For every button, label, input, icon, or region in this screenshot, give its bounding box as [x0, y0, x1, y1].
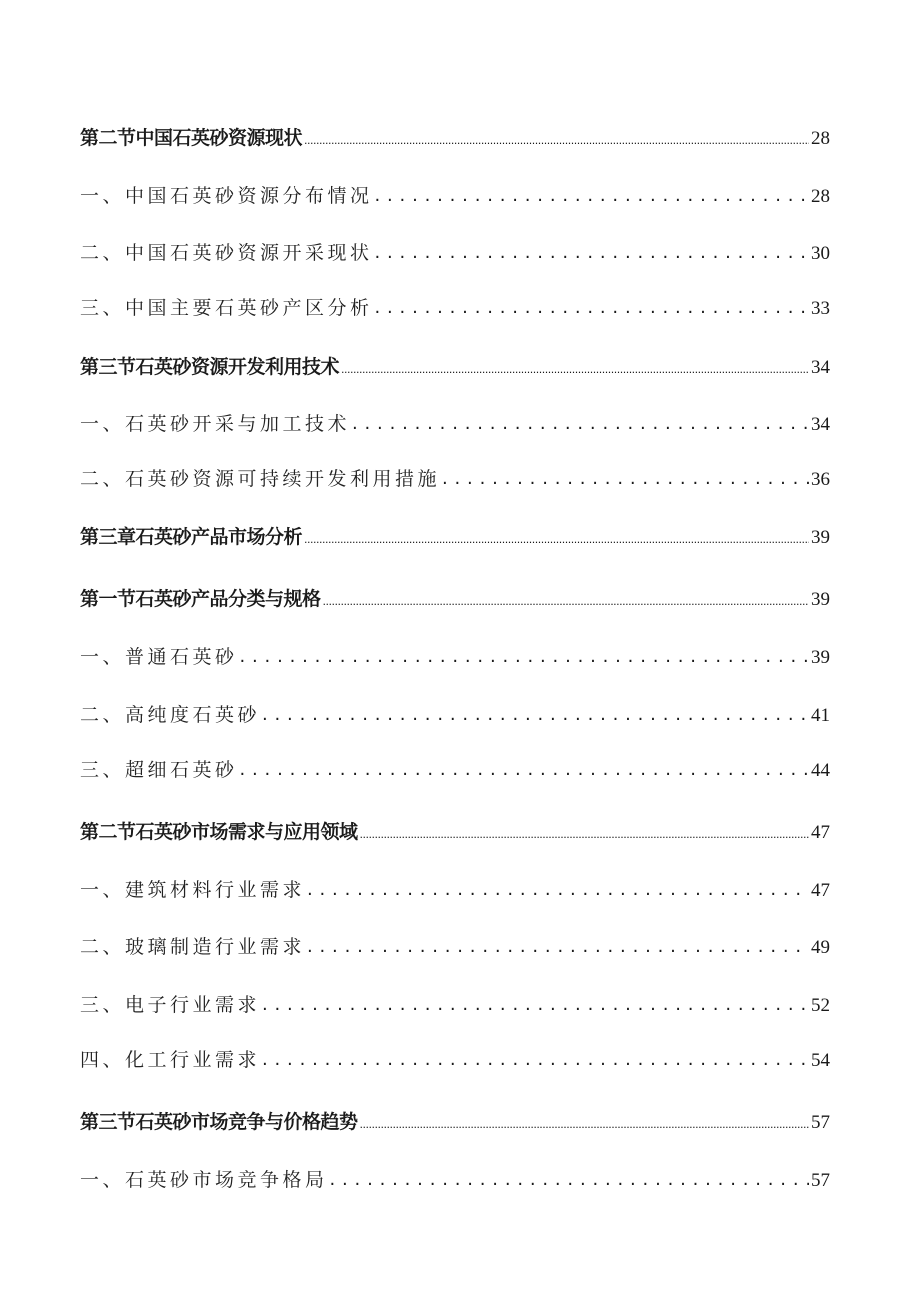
toc-entry-title: 第一节石英砂产品分类与规格 [80, 588, 321, 610]
toc-entry-page-number: 57 [811, 1170, 830, 1191]
dot-leader [240, 761, 809, 780]
dot-leader [304, 135, 809, 148]
toc-entry[interactable] [80, 744, 830, 780]
toc-entry[interactable] [80, 341, 830, 377]
toc-entry-title: 一、石英砂市场竞争格局 [80, 1169, 328, 1191]
dot-leader [307, 938, 809, 957]
toc-entry-title: 二、玻璃制造行业需求 [80, 936, 306, 958]
toc-entry-title: 二、石英砂资源可持续开发利用措施 [80, 468, 441, 490]
dot-leader [360, 829, 809, 842]
dot-leader [307, 881, 809, 900]
toc-entry[interactable] [80, 227, 830, 263]
toc-entry[interactable] [80, 282, 830, 318]
toc-entry-title: 第二节石英砂市场需求与应用领域 [80, 821, 358, 843]
toc-entry-page-number: 39 [811, 589, 830, 610]
toc-entry-title: 一、中国石英砂资源分布情况 [80, 185, 373, 207]
toc-entry[interactable] [80, 631, 830, 667]
toc-entry-page-number: 57 [811, 1112, 830, 1133]
toc-entry-title: 一、建筑材料行业需求 [80, 879, 306, 901]
dot-leader [262, 706, 809, 725]
toc-entry[interactable] [80, 1154, 830, 1190]
toc-entry-title: 四、化工行业需求 [80, 1049, 261, 1071]
toc-entry-page-number: 49 [811, 937, 830, 958]
toc-entry[interactable] [80, 689, 830, 725]
toc-entry[interactable] [80, 112, 830, 148]
toc-entry-page-number: 36 [811, 469, 830, 490]
toc-entry-page-number: 39 [811, 647, 830, 668]
toc-entry[interactable] [80, 170, 830, 206]
toc-entry-title: 第三节石英砂资源开发利用技术 [80, 356, 340, 378]
toc-entry-page-number: 44 [811, 760, 830, 781]
toc-entry-title: 三、超细石英砂 [80, 759, 238, 781]
toc-entry[interactable] [80, 979, 830, 1015]
toc-entry[interactable] [80, 511, 830, 547]
toc-entry-title: 第三节石英砂市场竞争与价格趋势 [80, 1111, 358, 1133]
dot-leader [375, 244, 809, 263]
dot-leader [375, 299, 809, 318]
toc-entry-page-number: 30 [811, 243, 830, 264]
dot-leader [352, 415, 809, 434]
toc-entry-page-number: 33 [811, 298, 830, 319]
toc-entry[interactable] [80, 453, 830, 489]
toc-entry-title: 一、普通石英砂 [80, 646, 238, 668]
toc-entry-page-number: 54 [811, 1050, 830, 1071]
toc-entry-page-number: 47 [811, 822, 830, 843]
toc-entry[interactable] [80, 1096, 830, 1132]
dot-leader [262, 996, 809, 1015]
toc-entry[interactable] [80, 573, 830, 609]
toc-entry-title: 第三章石英砂产品市场分析 [80, 526, 303, 548]
toc-entry-title: 二、中国石英砂资源开采现状 [80, 242, 373, 264]
toc-entry-page-number: 41 [811, 705, 830, 726]
toc-entry-title: 一、石英砂开采与加工技术 [80, 413, 351, 435]
toc-entry-page-number: 34 [811, 414, 830, 435]
toc-entry[interactable] [80, 921, 830, 957]
dot-leader [341, 364, 809, 377]
toc-entry[interactable] [80, 864, 830, 900]
dot-leader [360, 1119, 809, 1132]
toc-entry-page-number: 28 [811, 128, 830, 149]
toc-entry[interactable] [80, 398, 830, 434]
toc-entry-page-number: 52 [811, 995, 830, 1016]
toc-entry[interactable] [80, 1034, 830, 1070]
toc-entry-title: 二、高纯度石英砂 [80, 704, 261, 726]
dot-leader [375, 187, 809, 206]
toc-entry-page-number: 39 [811, 527, 830, 548]
dot-leader [304, 534, 809, 547]
dot-leader [262, 1051, 809, 1070]
toc-entry[interactable] [80, 806, 830, 842]
dot-leader [323, 596, 809, 609]
dot-leader [330, 1171, 809, 1190]
toc-entry-title: 三、中国主要石英砂产区分析 [80, 297, 373, 319]
toc-entry-page-number: 34 [811, 357, 830, 378]
toc-entry-page-number: 28 [811, 186, 830, 207]
toc-entry-page-number: 47 [811, 880, 830, 901]
dot-leader [442, 470, 809, 489]
toc-entry-title: 三、电子行业需求 [80, 994, 261, 1016]
dot-leader [240, 648, 809, 667]
toc-entry-title: 第二节中国石英砂资源现状 [80, 127, 303, 149]
